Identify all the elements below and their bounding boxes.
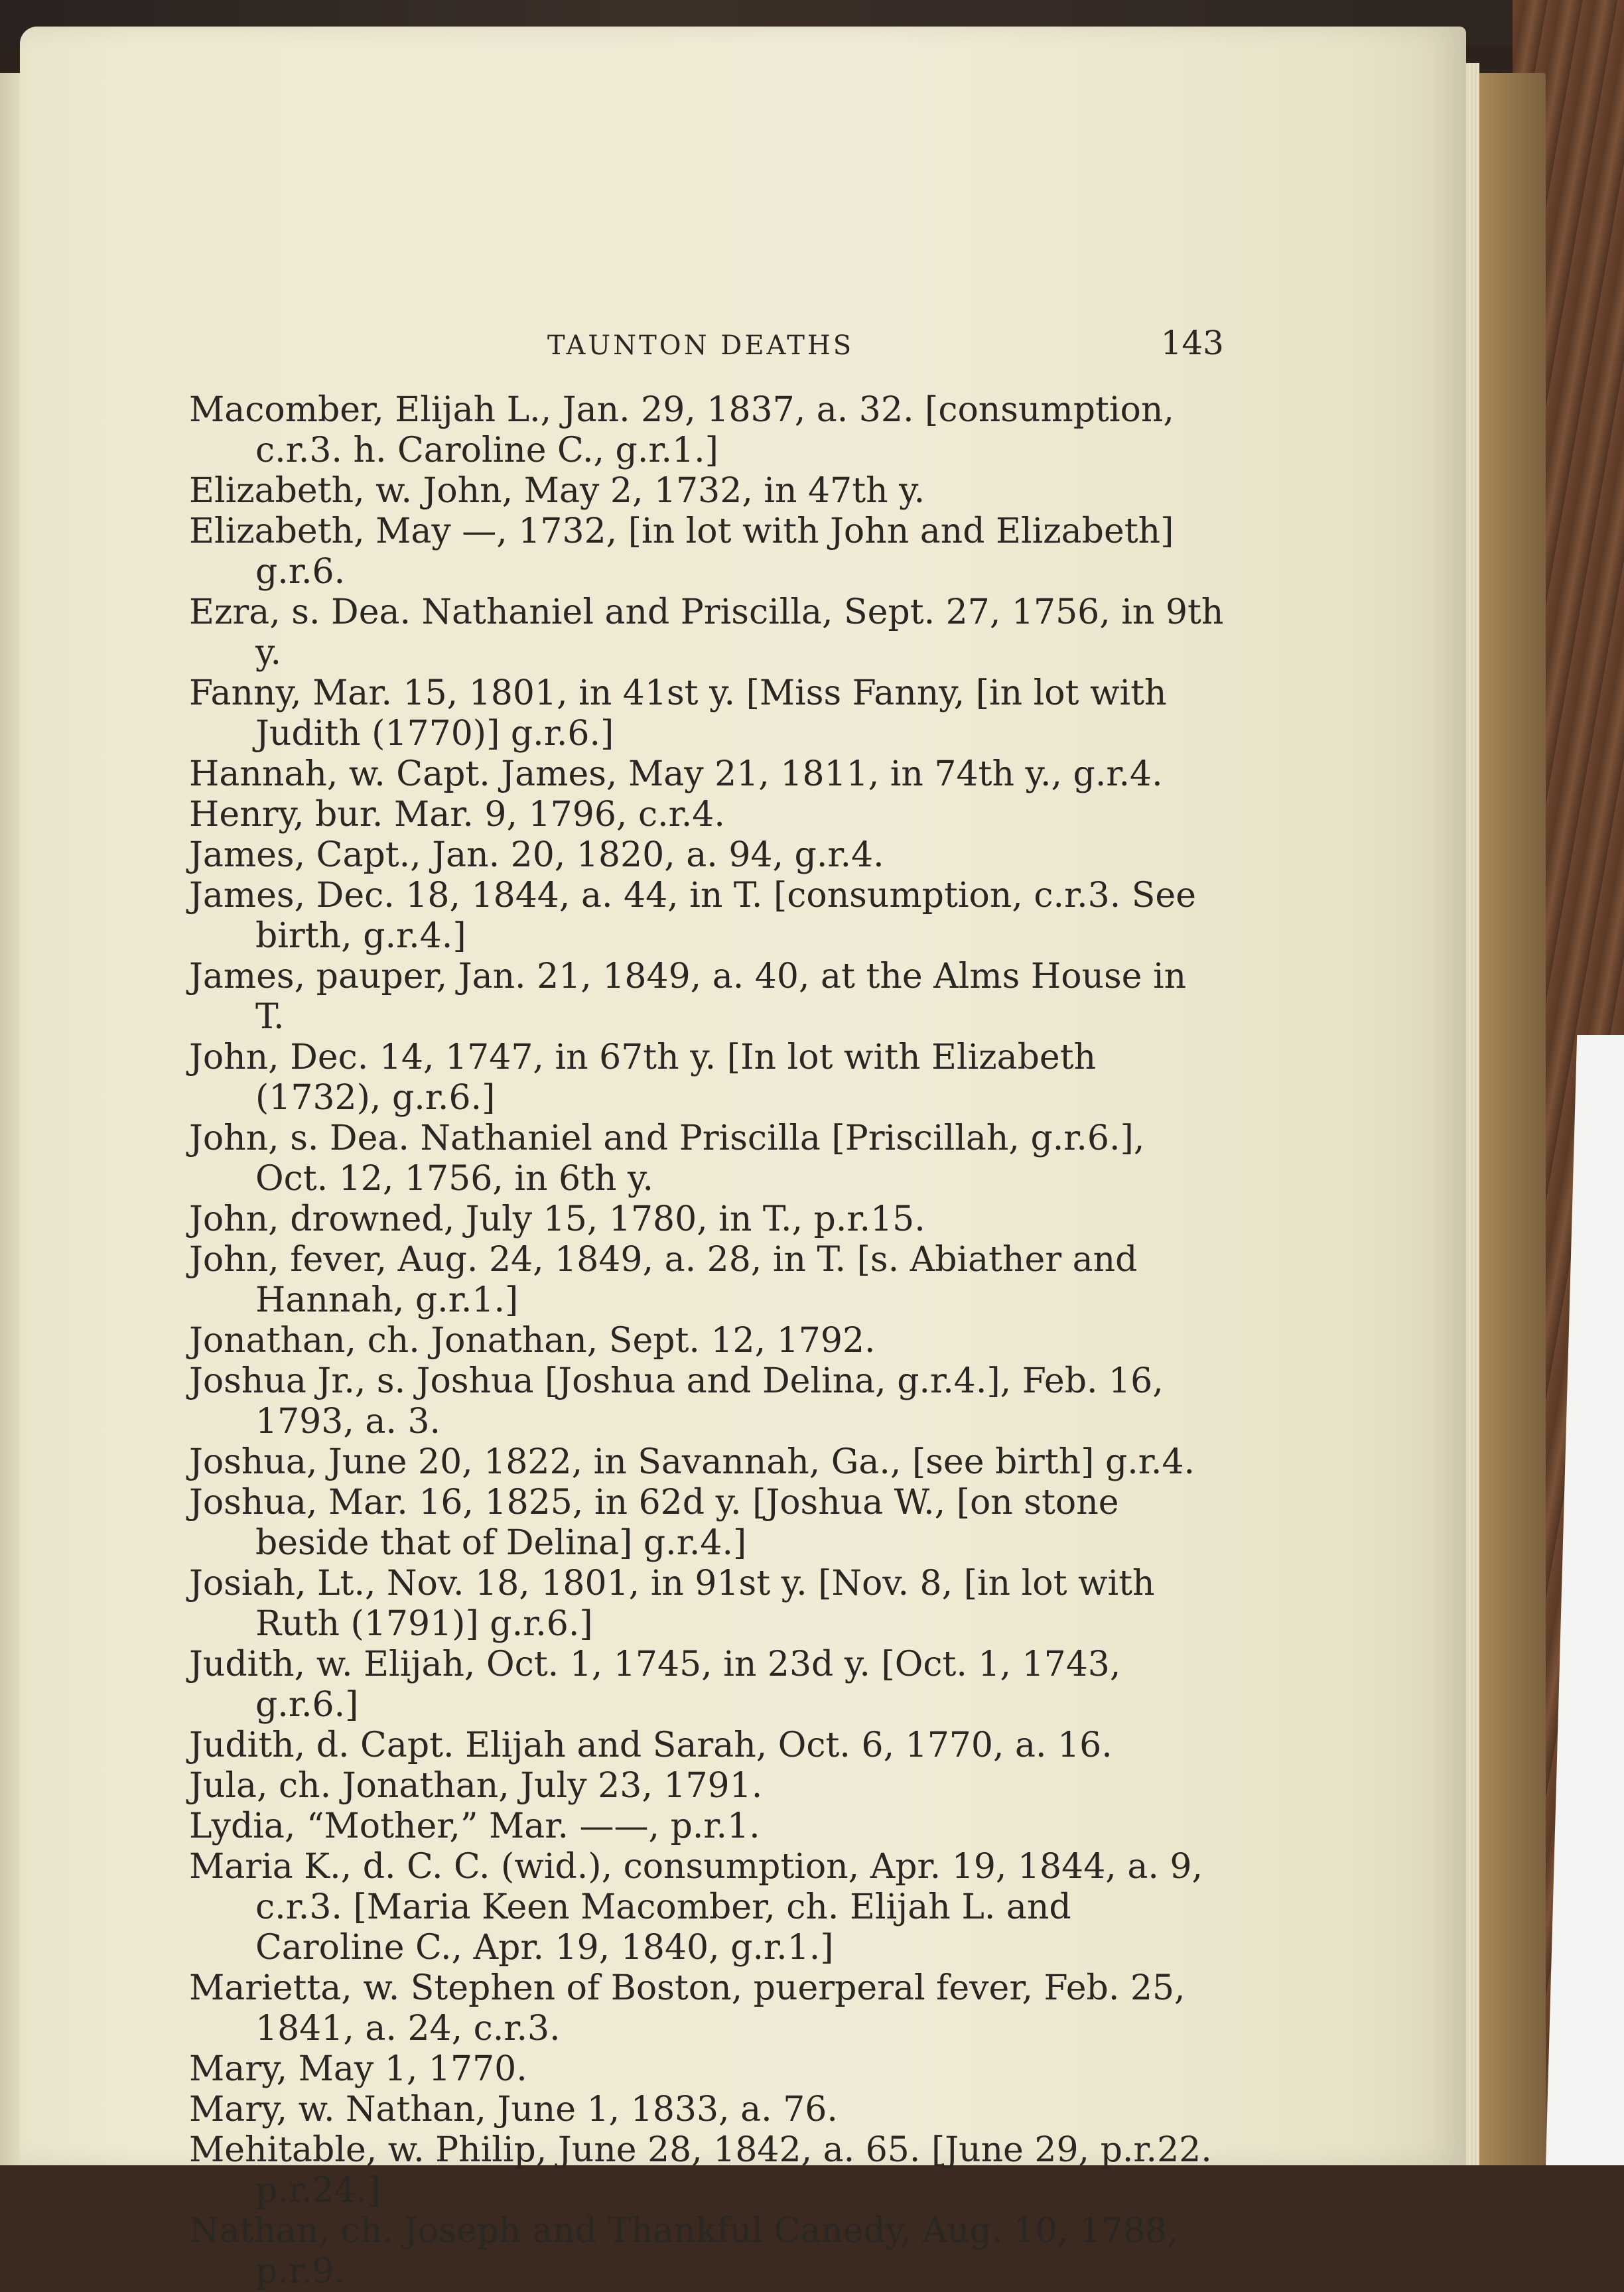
- entry: Fanny, Mar. 15, 1801, in 41st y. [Miss Fanny, [in lot with Judith (1770)] g.r.6.]: [189, 673, 1167, 754]
- entry: Nathan, ch. Joseph and Thankful Canedy, Aug. 10, 1788, p.r.9.: [189, 2211, 1178, 2291]
- page-number: 143: [1160, 324, 1224, 362]
- text-block: [189, 324, 1224, 2292]
- entry: Hannah, w. Capt. James, May 21, 1811, in 74th y., g.r.4.: [189, 754, 1163, 794]
- entry: Mehitable, w. Philip, June 28, 1842, a. 65. [June 29, p.r.22. p.r.24.]: [189, 2130, 1212, 2210]
- entry: John, s. Dea. Nathaniel and Priscilla [Priscillah, g.r.6.], Oct. 12, 1756, in 6th y.: [189, 1118, 1145, 1199]
- entry: Ezra, s. Dea. Nathaniel and Priscilla, Sept. 27, 1756, in 9th y.: [189, 592, 1224, 673]
- entry: Lydia, “Mother,” Mar. ——, p.r.1.: [189, 1806, 760, 1846]
- entry: Judith, d. Capt. Elijah and Sarah, Oct. 6, 1770, a. 16.: [189, 1725, 1113, 1765]
- entry: Mary, w. Nathan, June 1, 1833, a. 76.: [189, 2090, 838, 2129]
- running-title: TAUNTON DEATHS: [547, 330, 854, 361]
- entry: John, drowned, July 15, 1780, in T., p.r.15.: [189, 1199, 925, 1239]
- book-page: [20, 27, 1466, 2291]
- entry: John, Dec. 14, 1747, in 67th y. [In lot with Elizabeth (1732), g.r.6.]: [189, 1038, 1097, 1118]
- entry: Elizabeth, w. John, May 2, 1732, in 47th y.: [189, 471, 925, 511]
- entry: Jula, ch. Jonathan, July 23, 1791.: [189, 1766, 763, 1806]
- entry: Judith, w. Elijah, Oct. 1, 1745, in 23d y. [Oct. 1, 1743, g.r.6.]: [189, 1645, 1121, 1725]
- entry: Marietta, w. Stephen of Boston, puerperal fever, Feb. 25, 1841, a. 24, c.r.3.: [189, 1968, 1185, 2049]
- entry: Maria K., d. C. C. (wid.), consumption, Apr. 19, 1844, a. 9, c.r.3. [Maria Keen Macomber, ch. Elijah L. and Caroline C., Apr. 19, 1840, g.r.1.]: [189, 1847, 1203, 1968]
- entry: Joshua, Mar. 16, 1825, in 62d y. [Joshua W., [on stone beside that of Delina] g.r.4.]: [189, 1483, 1119, 1563]
- entry: Macomber, Elijah L., Jan. 29, 1837, a. 32. [consumption, c.r.3. h. Caroline C., g.r.1.]: [189, 390, 1174, 470]
- entry: James, Capt., Jan. 20, 1820, a. 94, g.r.4.: [189, 835, 884, 875]
- entry: Joshua Jr., s. Joshua [Joshua and Delina, g.r.4.], Feb. 16, 1793, a. 3.: [189, 1361, 1164, 1442]
- entry: James, pauper, Jan. 21, 1849, a. 40, at the Alms House in T.: [189, 957, 1187, 1037]
- running-head: [189, 324, 1224, 362]
- entry: Elizabeth, May —, 1732, [in lot with John and Elizabeth] g.r.6.: [189, 511, 1174, 592]
- entries-list: [189, 390, 1224, 2292]
- entry: Henry, bur. Mar. 9, 1796, c.r.4.: [189, 795, 725, 835]
- entry: Mary, May 1, 1770.: [189, 2049, 527, 2089]
- entry: Jonathan, ch. Jonathan, Sept. 12, 1792.: [189, 1321, 876, 1361]
- entry: James, Dec. 18, 1844, a. 44, in T. [consumption, c.r.3. See birth, g.r.4.]: [189, 876, 1196, 956]
- entry: Josiah, Lt., Nov. 18, 1801, in 91st y. [Nov. 8, [in lot with Ruth (1791)] g.r.6.]: [189, 1564, 1155, 1644]
- entry: Joshua, June 20, 1822, in Savannah, Ga., [see birth] g.r.4.: [189, 1442, 1195, 1482]
- entry: John, fever, Aug. 24, 1849, a. 28, in T. [s. Abiather and Hannah, g.r.1.]: [189, 1240, 1138, 1320]
